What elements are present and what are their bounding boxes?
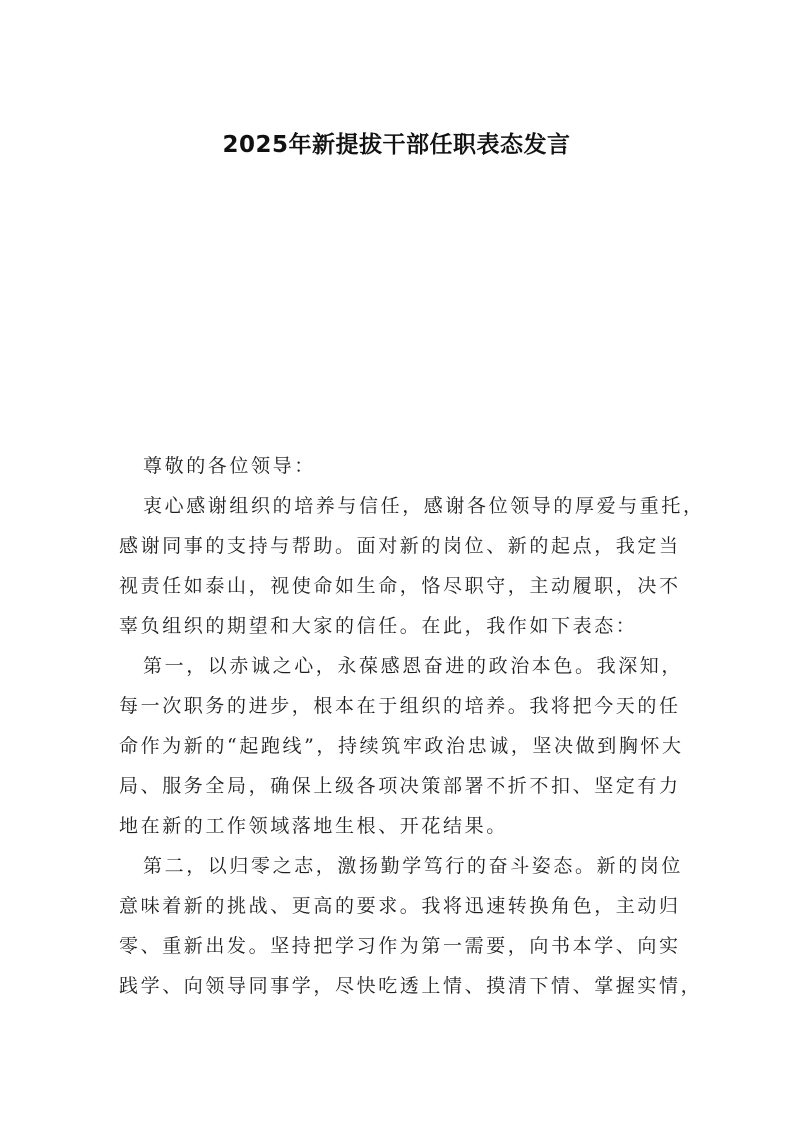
paragraph-line: 践学、向领导同事学，尽快吃透上情、摸清下情、掌握实情， xyxy=(119,975,703,997)
paragraph-line: 第二，以归零之志，激扬勤学笃行的奋斗姿态。新的岗位 xyxy=(143,855,684,877)
paragraph-line: 视责任如泰山，视使命如生命，恪尽职守，主动履职，决不 xyxy=(119,575,681,597)
paragraph-line: 感谢同事的支持与帮助。面对新的岗位、新的起点，我定当 xyxy=(119,535,681,557)
paragraph-line: 命作为新的“起跑线”，持续筑牢政治忠诚，坚决做到胸怀大 xyxy=(119,735,684,757)
document-body xyxy=(119,446,705,1006)
paragraph-line: 意味着新的挑战、更高的要求。我将迅速转换角色，主动归 xyxy=(119,895,681,917)
paragraph-line: 衷心感谢组织的培养与信任，感谢各位领导的厚爱与重托， xyxy=(143,495,705,517)
salutation-line: 尊敬的各位领导： xyxy=(143,455,316,477)
document-title: 2025年新提拔干部任职表态发言 xyxy=(222,132,571,158)
paragraph-line: 零、重新出发。坚持把学习作为第一需要，向书本学、向实 xyxy=(119,935,681,957)
paragraph-line: 每一次职务的进步，根本在于组织的培养。我将把今天的任 xyxy=(119,695,681,717)
paragraph-line: 地在新的工作领域落地生根、开花结果。 xyxy=(119,815,508,837)
paragraph-line: 辜负组织的期望和大家的信任。在此，我作如下表态： xyxy=(119,615,638,637)
paragraph-line: 第一，以赤诚之心，永葆感恩奋进的政治本色。我深知， xyxy=(143,655,684,677)
paragraph-line: 局、服务全局，确保上级各项决策部署不折不扣、坚定有力 xyxy=(119,775,681,797)
